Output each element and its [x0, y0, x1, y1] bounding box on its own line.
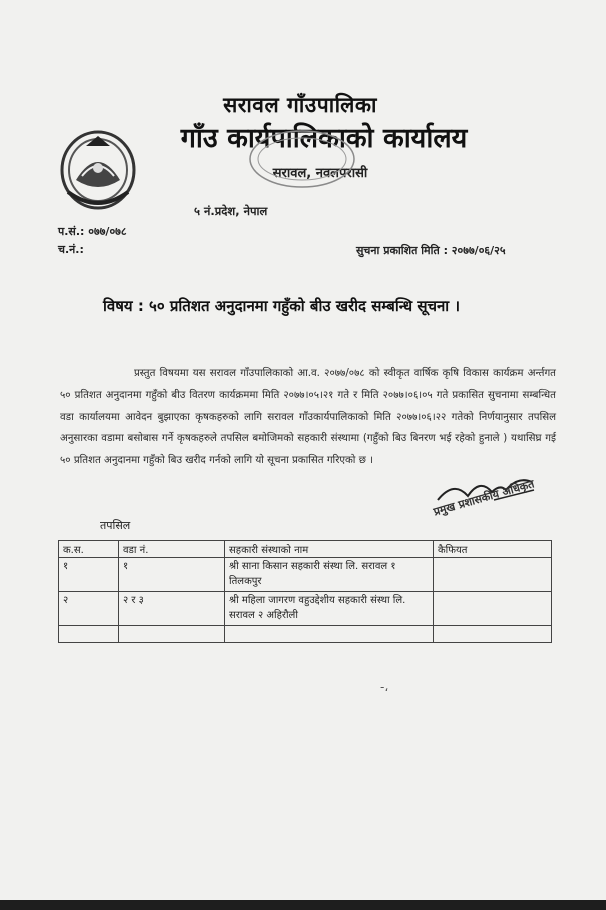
subject-line: विषय : ५० प्रतिशत अनुदानमा गहुँको बीउ खरीद सम्बन्धि सूचना ।	[103, 297, 461, 315]
header-serial: क.स.	[59, 541, 119, 558]
stray-mark: -،	[380, 680, 389, 694]
header-remarks: कैफियत	[434, 541, 552, 558]
published-date: सुचना प्रकाशित मिति : २०७७/०६/२५	[356, 244, 506, 257]
table-row	[59, 626, 552, 643]
table-row	[59, 592, 552, 626]
cooperative-table	[58, 540, 552, 643]
officer-designation: प्रमुख प्रशासकीय अधिकृत	[432, 477, 536, 519]
municipality-name: सरावल गाँउपालिका	[223, 93, 377, 117]
header-cooperative: सहकारी संस्थाको नाम	[225, 541, 434, 558]
cell-serial: १	[59, 558, 119, 592]
cell-remarks	[434, 592, 552, 626]
cell-cooperative: श्री साना किसान सहकारी संस्था लि. सरावल १ तिलकपुर	[225, 558, 434, 592]
cell-serial	[59, 626, 119, 643]
page-bottom-edge	[0, 900, 606, 910]
cell-remarks	[434, 626, 552, 643]
cell-ward: २ र ३	[119, 592, 225, 626]
cell-cooperative: श्री महिला जागरण वहुउद्देशीय सहकारी संस्था लि. सरावल २ अहिरौली	[225, 592, 434, 626]
province-line: ५ नं.प्रदेश, नेपाल	[194, 204, 268, 218]
cell-cooperative	[225, 626, 434, 643]
tapsil-label: तपसिल	[100, 519, 131, 532]
table-row	[59, 558, 552, 592]
cell-ward: १	[119, 558, 225, 592]
dispatch-number: च.नं.:	[58, 243, 84, 256]
office-stamp	[246, 128, 358, 190]
reference-number: प.सं.: ०७७/०७८	[58, 225, 127, 238]
office-title: गाँउ कार्यपालिकाको कार्यालय	[180, 123, 468, 154]
cell-serial: २	[59, 592, 119, 626]
body-paragraph: प्रस्तुत विषयमा यस सरावल गाँउपालिकाको आ.व. २०७७/०७८ को स्वीकृत वार्षिक कृषि विकास कार्यक्रम अर्न्तगत ५० प्रतिशत अनुदानमा गहुँको बीउ वितरण कार्यक्रममा मिति २०७७।०५।२१ गते र मिति २०७७।०६।०५ गते प्रकासित सुचनामा सम्बन्धित वडा कार्यालयमा आवेदन बुझाएका कृषकहरुको लागि सरावल गाँउकार्यपालिकाको मिति २०७७।०६।२२ गतेको निर्णयानुसार तपसिल अनुसारका वडामा बसोबास गर्ने कृषकहरुले तपसिल बमोजिमको सहकारी संस्थामा (गहुँको बिउ बिनरण भई रहेको हुनाले ) यथासिघ्र गई ५० प्रतिशत अनुदानमा गहुँको बिउ खरीद गर्नको लागि यो सूचना प्रकासित गरिएको छ ।	[60, 368, 556, 467]
table-header-row	[59, 541, 552, 558]
header-ward: वडा नं.	[119, 541, 225, 558]
cell-remarks	[434, 558, 552, 592]
nepal-emblem-icon	[58, 122, 138, 212]
cell-ward	[119, 626, 225, 643]
office-location: सरावल, नवलपरासी	[272, 166, 368, 181]
